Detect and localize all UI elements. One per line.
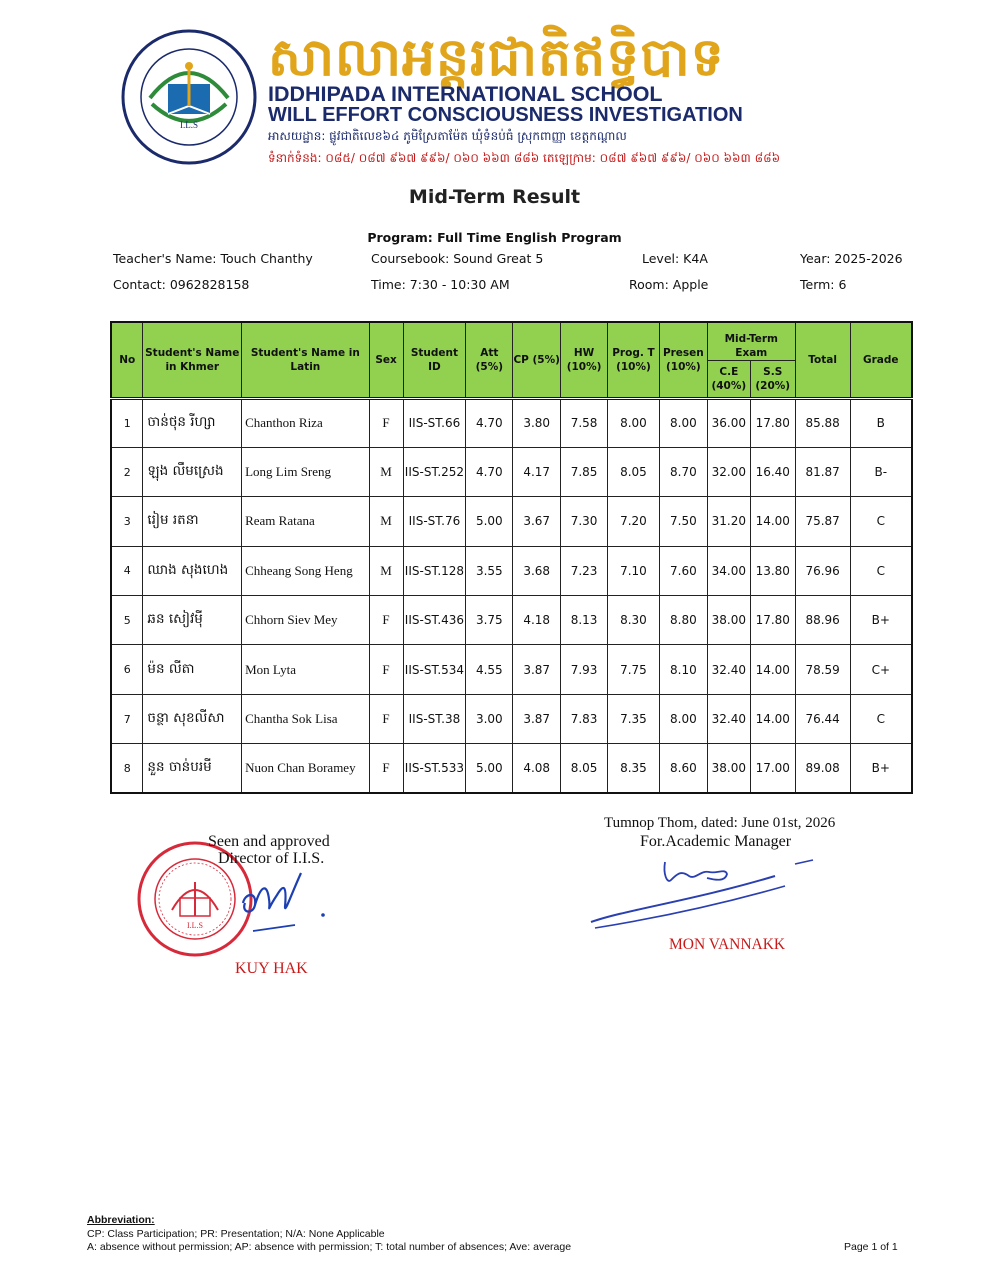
school-phone: ទំនាក់ទំនង: ០៨៥/ ០៨៧ ៩៦៧ ៩៩៦/ ០៦០ ៦៦៣ ៨៨៦ តេឡេក្រាម: ០៨៧ ៩៦៧ ៩៩៦/ ០៦០ ៦៦៣ ៨៨៦ [268, 151, 781, 165]
cell-cp: 3.67 [513, 497, 561, 546]
cell-att: 3.75 [466, 596, 513, 645]
results-table [110, 321, 913, 794]
cell-presen: 8.60 [659, 744, 707, 793]
cell-cp: 4.18 [513, 596, 561, 645]
cell-presen: 8.00 [659, 694, 707, 743]
cell-hw: 7.23 [561, 546, 608, 595]
table-row [111, 447, 912, 496]
cell-grade: C [850, 694, 912, 743]
cell-sex: M [369, 546, 403, 595]
level: Level: K4A [642, 251, 708, 266]
cell-grade: C [850, 546, 912, 595]
teacher-name: Teacher's Name: Touch Chanthy [113, 251, 313, 266]
header-no: No [111, 322, 143, 398]
cell-ss: 17.80 [750, 398, 795, 447]
cell-khmer-name: ម៉ន លីតា [143, 645, 242, 694]
cell-ss: 16.40 [750, 447, 795, 496]
cell-grade: B- [850, 447, 912, 496]
academic-manager-label: For.Academic Manager [640, 833, 792, 850]
cell-student-id: IIS-ST.252 [403, 447, 466, 496]
header-student-id: Student ID [403, 322, 466, 398]
signature-date: Tumnop Thom, dated: June 01st, 2026 [604, 815, 836, 831]
cell-att: 5.00 [466, 497, 513, 546]
cell-latin-name: Chantha Sok Lisa [242, 694, 370, 743]
approval-line-1: Seen and approved [208, 833, 330, 850]
table-row [111, 497, 912, 546]
cell-student-id: IIS-ST.38 [403, 694, 466, 743]
header-presen: Presen (10%) [659, 322, 707, 398]
cell-ce: 38.00 [707, 744, 750, 793]
cell-student-id: IIS-ST.128 [403, 546, 466, 595]
cell-khmer-name: ឡុង លឹមស្រេង [143, 447, 242, 496]
cell-prog: 8.35 [608, 744, 660, 793]
cell-cp: 3.68 [513, 546, 561, 595]
cell-student-id: IIS-ST.76 [403, 497, 466, 546]
cell-ss: 14.00 [750, 645, 795, 694]
table-row [111, 694, 912, 743]
cell-att: 5.00 [466, 744, 513, 793]
cell-hw: 8.05 [561, 744, 608, 793]
cell-total: 85.88 [795, 398, 850, 447]
cell-student-id: IIS-ST.533 [403, 744, 466, 793]
cell-total: 78.59 [795, 645, 850, 694]
abbreviation-title: Abbreviation: [87, 1214, 155, 1226]
cell-no: 4 [111, 546, 143, 595]
cell-latin-name: Chheang Song Heng [242, 546, 370, 595]
header-latin-name: Student's Name in Latin [242, 322, 370, 398]
manager-signature [585, 850, 835, 940]
header-khmer-name: Student's Name in Khmer [143, 322, 242, 398]
header-att: Att (5%) [466, 322, 513, 398]
header-prog: Prog. T (10%) [608, 322, 660, 398]
header-ce: C.E (40%) [707, 360, 750, 398]
cell-ss: 13.80 [750, 546, 795, 595]
cell-hw: 7.85 [561, 447, 608, 496]
manager-name: MON VANNAKK [669, 936, 786, 953]
cell-latin-name: Nuon Chan Boramey [242, 744, 370, 793]
cell-no: 3 [111, 497, 143, 546]
cell-presen: 8.70 [659, 447, 707, 496]
cell-latin-name: Chanthon Riza [242, 398, 370, 447]
school-name-khmer: សាលាអន្តរជាតិឥទ្ធិបាទ [268, 28, 725, 88]
approval-line-2: Director of I.I.S. [218, 850, 325, 867]
cell-ce: 32.00 [707, 447, 750, 496]
school-name-english: IDDHIPADA INTERNATIONAL SCHOOL [268, 82, 663, 106]
abbreviation-note [87, 1214, 571, 1255]
cell-ce: 31.20 [707, 497, 750, 546]
cell-total: 76.44 [795, 694, 850, 743]
header-total: Total [795, 322, 850, 398]
cell-ss: 14.00 [750, 497, 795, 546]
table-row [111, 645, 912, 694]
cell-ss: 17.80 [750, 596, 795, 645]
school-motto: WILL EFFORT CONSCIOUSNESS INVESTIGATION [268, 104, 743, 126]
cell-total: 89.08 [795, 744, 850, 793]
year: Year: 2025-2026 [800, 251, 903, 266]
cell-prog: 7.20 [608, 497, 660, 546]
cell-hw: 7.93 [561, 645, 608, 694]
cell-latin-name: Long Lim Sreng [242, 447, 370, 496]
cell-cp: 4.17 [513, 447, 561, 496]
room: Room: Apple [629, 277, 709, 292]
cell-khmer-name: នួន ចាន់បរមី [143, 744, 242, 793]
cell-no: 5 [111, 596, 143, 645]
header-grade: Grade [850, 322, 912, 398]
cell-no: 1 [111, 398, 143, 447]
cell-prog: 8.00 [608, 398, 660, 447]
cell-ce: 32.40 [707, 645, 750, 694]
cell-sex: M [369, 447, 403, 496]
abbreviation-line-1: CP: Class Participation; PR: Presentation; N/A: None Applicable [87, 1227, 385, 1240]
cell-khmer-name: ឈាង សុងហេង [143, 546, 242, 595]
contact: Contact: 0962828158 [113, 277, 250, 292]
cell-no: 7 [111, 694, 143, 743]
cell-presen: 8.00 [659, 398, 707, 447]
cell-presen: 7.50 [659, 497, 707, 546]
cell-sex: F [369, 694, 403, 743]
cell-khmer-name: ចន្ថា សុខលីសា [143, 694, 242, 743]
school-logo [120, 28, 258, 166]
term: Term: 6 [800, 277, 847, 292]
page-number: Page 1 of 1 [844, 1241, 898, 1253]
cell-att: 4.70 [466, 447, 513, 496]
table-row [111, 546, 912, 595]
cell-cp: 3.87 [513, 645, 561, 694]
cell-grade: B+ [850, 744, 912, 793]
cell-presen: 8.10 [659, 645, 707, 694]
cell-total: 75.87 [795, 497, 850, 546]
cell-student-id: IIS-ST.534 [403, 645, 466, 694]
cell-latin-name: Ream Ratana [242, 497, 370, 546]
cell-ss: 17.00 [750, 744, 795, 793]
class-time: Time: 7:30 - 10:30 AM [371, 277, 510, 292]
coursebook: Coursebook: Sound Great 5 [371, 251, 544, 266]
program-label: Program: Full Time English Program [367, 230, 622, 245]
cell-grade: C [850, 497, 912, 546]
cell-sex: F [369, 645, 403, 694]
cell-sex: F [369, 398, 403, 447]
header-ss: S.S (20%) [750, 360, 795, 398]
table-row [111, 596, 912, 645]
cell-no: 8 [111, 744, 143, 793]
cell-presen: 8.80 [659, 596, 707, 645]
cell-latin-name: Mon Lyta [242, 645, 370, 694]
cell-student-id: IIS-ST.66 [403, 398, 466, 447]
cell-ce: 38.00 [707, 596, 750, 645]
cell-hw: 7.30 [561, 497, 608, 546]
cell-khmer-name: ចាន់ថុន រីហ្សា [143, 398, 242, 447]
page-title: Mid-Term Result [408, 186, 581, 208]
cell-prog: 8.05 [608, 447, 660, 496]
cell-att: 3.00 [466, 694, 513, 743]
cell-khmer-name: រៀម រតនា [143, 497, 242, 546]
table-row [111, 398, 912, 447]
cell-student-id: IIS-ST.436 [403, 596, 466, 645]
cell-hw: 7.83 [561, 694, 608, 743]
cell-sex: M [369, 497, 403, 546]
cell-sex: F [369, 596, 403, 645]
school-address: អាសយដ្ឋាន: ផ្លូវជាតិលេខ៦៤ ភូមិស្រែតាម៉ែត ឃុំទំនប់ធំ ស្រុកពាញ្ញា ខេត្តកណ្តាល [268, 129, 627, 143]
cell-att: 3.55 [466, 546, 513, 595]
cell-no: 6 [111, 645, 143, 694]
header-cp: CP (5%) [513, 322, 561, 398]
director-name: KUY HAK [235, 960, 308, 977]
cell-latin-name: Chhorn Siev Mey [242, 596, 370, 645]
header-mid-term: Mid-Term Exam [707, 322, 795, 360]
cell-ce: 36.00 [707, 398, 750, 447]
cell-ce: 32.40 [707, 694, 750, 743]
cell-cp: 4.08 [513, 744, 561, 793]
cell-prog: 7.35 [608, 694, 660, 743]
cell-total: 76.96 [795, 546, 850, 595]
cell-att: 4.70 [466, 398, 513, 447]
cell-grade: C+ [850, 645, 912, 694]
cell-ce: 34.00 [707, 546, 750, 595]
cell-hw: 8.13 [561, 596, 608, 645]
director-signature [225, 855, 335, 935]
cell-cp: 3.87 [513, 694, 561, 743]
cell-presen: 7.60 [659, 546, 707, 595]
cell-prog: 7.75 [608, 645, 660, 694]
cell-grade: B+ [850, 596, 912, 645]
logo-text: I.L.S [180, 120, 198, 130]
cell-sex: F [369, 744, 403, 793]
cell-khmer-name: ឆន សៀវម៉ី [143, 596, 242, 645]
cell-ss: 14.00 [750, 694, 795, 743]
abbreviation-line-2: A: absence without permission; AP: absence with permission; T: total number of absences; Ave: average [87, 1241, 572, 1253]
cell-att: 4.55 [466, 645, 513, 694]
cell-grade: B [850, 398, 912, 447]
cell-prog: 7.10 [608, 546, 660, 595]
table-row [111, 744, 912, 793]
cell-hw: 7.58 [561, 398, 608, 447]
cell-total: 88.96 [795, 596, 850, 645]
cell-cp: 3.80 [513, 398, 561, 447]
cell-prog: 8.30 [608, 596, 660, 645]
cell-no: 2 [111, 447, 143, 496]
stamp-logo-text: I.L.S [187, 921, 203, 930]
header-hw: HW (10%) [561, 322, 608, 398]
cell-total: 81.87 [795, 447, 850, 496]
header-sex: Sex [369, 322, 403, 398]
